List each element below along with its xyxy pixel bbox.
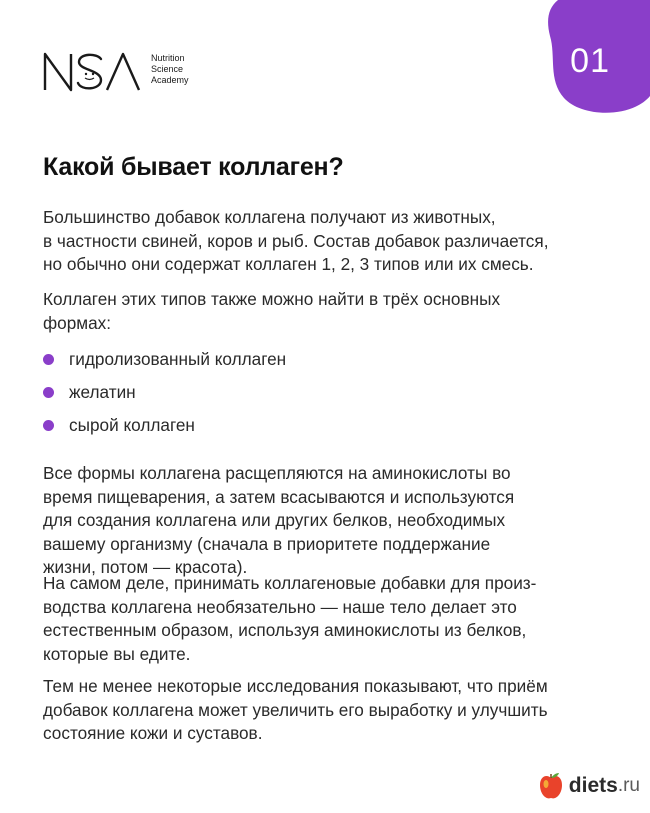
forms-list bbox=[43, 343, 286, 442]
list-item bbox=[43, 376, 286, 409]
watermark-tld: .ru bbox=[617, 775, 640, 796]
intro-paragraph: Большинство добавок коллагена получают из животных, в частности свиней, коров и рыб. Состав добавок различается, но обычно они содержат коллаген 1, 2, 3 типов или их смесь. bbox=[43, 207, 549, 274]
page-title: Какой бывает коллаген? bbox=[43, 153, 344, 181]
nsa-logo-icon bbox=[43, 50, 143, 92]
list-item-text: желатин bbox=[69, 382, 136, 402]
digestion-paragraph: Все формы коллагена расщепляются на аминокислоты во время пищеварения, а затем всасываются и используются для создания коллагена или других белков, необходимых вашему организму (сначала в приоритете поддержание жизни, потом — красота). bbox=[43, 463, 515, 577]
apple-icon bbox=[537, 771, 565, 801]
list-item bbox=[43, 343, 286, 376]
bullet-dot-icon bbox=[43, 354, 54, 365]
research-paragraph: Тем не менее некоторые исследования показывают, что приём добавок коллагена может увеличить его выработку и улучшить состояние кожи и суставов. bbox=[43, 676, 548, 743]
list-item bbox=[43, 409, 286, 442]
diets-watermark bbox=[537, 771, 640, 801]
list-item-text: сырой коллаген bbox=[69, 415, 195, 435]
page-number: 01 bbox=[570, 42, 610, 80]
brand-logo bbox=[43, 50, 189, 92]
logo-subtitle-line: Science bbox=[151, 64, 184, 74]
watermark-name: diets bbox=[568, 774, 618, 797]
bullet-dot-icon bbox=[43, 420, 54, 431]
logo-subtitle bbox=[151, 53, 189, 86]
logo-subtitle-line: Nutrition bbox=[151, 53, 185, 63]
logo-subtitle-line: Academy bbox=[151, 75, 189, 85]
list-item-text: гидролизованный коллаген bbox=[69, 349, 287, 369]
unnecessary-paragraph: На самом деле, принимать коллагеновые добавки для произ- водства коллагена необязательно — наше тело делает это естественным образом, используя аминокислоты из белков, которые вы едите. bbox=[43, 573, 537, 664]
page-number-badge bbox=[520, 0, 650, 120]
forms-intro-paragraph: Коллаген этих типов также можно найти в трёх основных формах: bbox=[43, 289, 501, 333]
bullet-dot-icon bbox=[43, 387, 54, 398]
